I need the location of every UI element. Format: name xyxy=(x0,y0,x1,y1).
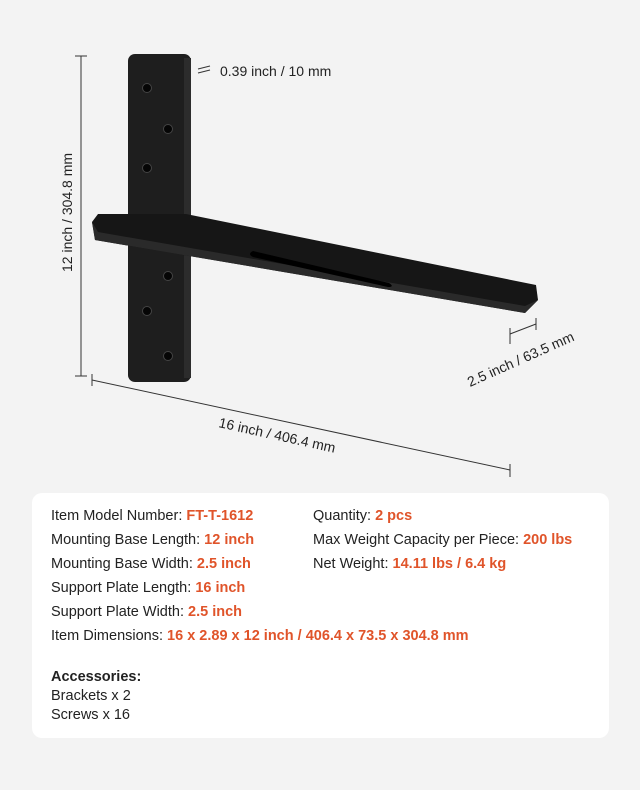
spec-quantity: Quantity: 2 pcs xyxy=(313,508,413,524)
spec-item-dimensions: Item Dimensions: 16 x 2.89 x 12 inch / 406.4 x 73.5 x 304.8 mm xyxy=(51,628,469,644)
accessory-item: Screws x 16 xyxy=(51,707,130,723)
spec-base-length: Mounting Base Length: 12 inch xyxy=(51,532,255,548)
thickness-label: 0.39 inch / 10 mm xyxy=(220,63,332,79)
spec-card xyxy=(32,493,609,738)
spec-plate-length: Support Plate Length: 16 inch xyxy=(51,580,246,596)
width-label: 2.5 inch / 63.5 mm xyxy=(464,328,577,390)
accessory-item: Brackets x 2 xyxy=(51,688,131,704)
spec-base-width: Mounting Base Width: 2.5 inch xyxy=(51,556,251,572)
spec-net-weight: Net Weight: 14.11 lbs / 6.4 kg xyxy=(313,556,507,572)
spec-plate-width: Support Plate Width: 2.5 inch xyxy=(51,604,243,620)
height-label: 12 inch / 304.8 mm xyxy=(59,152,75,272)
accessories-title: Accessories: xyxy=(51,669,142,685)
length-label: 16 inch / 406.4 mm xyxy=(217,414,338,456)
spec-max-weight: Max Weight Capacity per Piece: 200 lbs xyxy=(313,532,573,548)
spec-model: Item Model Number: FT-T-1612 xyxy=(51,508,254,524)
